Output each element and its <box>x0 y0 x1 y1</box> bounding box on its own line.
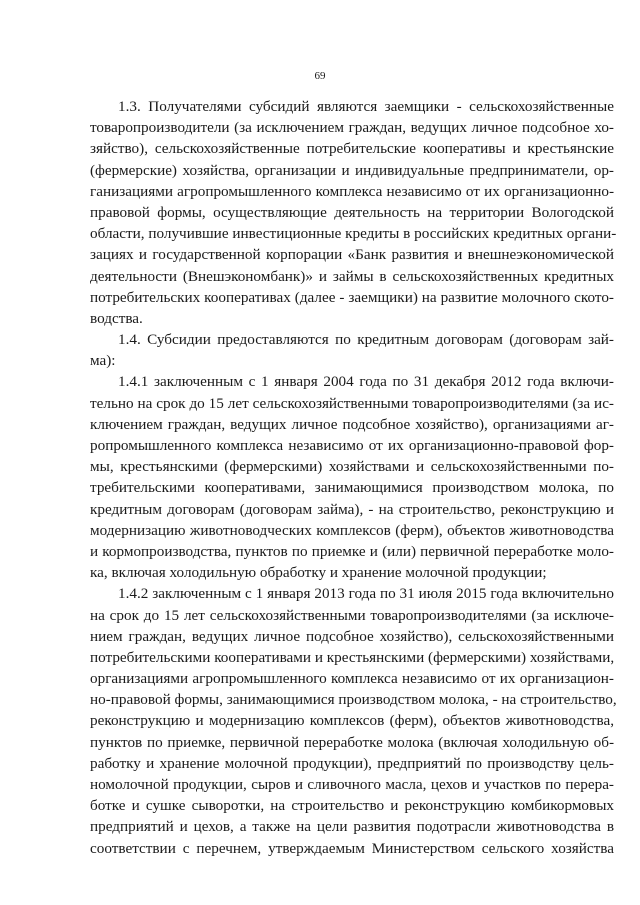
text-line: модернизацию животноводческих комплексов (ферм), объектов животноводства <box>90 521 614 539</box>
text-line: нием граждан, ведущих личное подсобное хозяйство), сельскохозяйственными <box>90 627 614 645</box>
text-line: 1.4.1 заключенным с 1 января 2004 года по 31 декабря 2012 года включи- <box>118 373 614 391</box>
text-line: зяйство), сельскохозяйственные потребительские кооперативы и крестьянские <box>90 140 614 158</box>
text-line: но-правовой формы, занимающимися производством молока, - на строительство, <box>90 691 617 709</box>
text-line: ганизациями агропромышленного комплекса независимо от их организационно- <box>90 182 614 200</box>
text-line: правовой формы, осуществляющие деятельность на территории Вологодской <box>90 203 614 221</box>
text-line: потребительскими кооперативами и крестьянскими (фермерскими) хозяйствами, <box>90 648 615 666</box>
text-line: тельно на срок до 15 лет сельскохозяйственными товаропроизводителями (за ис- <box>90 394 614 412</box>
text-line: ботке и сушке сыворотки, на строительство и реконструкцию комбикормовых <box>90 797 614 815</box>
text-line: пунктов по приемке, первичной переработке молока (включая холодильную об- <box>90 733 614 751</box>
text-line: на срок до 15 лет сельскохозяйственными товаропроизводителями (за исключе- <box>90 606 614 624</box>
text-line: мы, крестьянскими (фермерскими) хозяйствами и сельскохозяйственными по- <box>90 458 614 476</box>
text-line: 1.4. Субсидии предоставляются по кредитным договорам (договорам зай- <box>118 331 614 349</box>
text-line: предприятий и цехов, а также на цели развития подотрасли животноводства в <box>90 818 614 836</box>
text-line: номолочной продукции, сыров и сливочного масла, цехов и участков по перера- <box>90 776 614 793</box>
text-line: ключением граждан, ведущих личное подсобное хозяйство), организациями аг- <box>90 415 614 433</box>
page-number: 69 <box>314 70 326 82</box>
text-line: (фермерские) хозяйства, организации и индивидуальные предприниматели, ор- <box>90 161 614 179</box>
text-line: 1.4.2 заключенным с 1 января 2013 года по 31 июля 2015 года включительно <box>118 585 614 603</box>
text-line: зациях и государственной корпорации «Банк развития и внешнеэкономической <box>90 246 614 264</box>
text-line: ма): <box>90 352 116 370</box>
text-line: работку и хранение молочной продукции), предприятий по производству цель- <box>90 754 614 772</box>
text-line: товаропроизводители (за исключением граждан, ведущих личное подсобное хо- <box>90 119 614 137</box>
text-line: организациями агропромышленного комплекса независимо от их организацион- <box>90 670 614 688</box>
paragraph-1-4-1 <box>90 371 614 583</box>
text-line: требительскими кооперативами, занимающимися производством молока, по <box>90 479 614 497</box>
text-line: реконструкцию и модернизацию комплексов (ферм), объектов животноводства, <box>90 712 614 730</box>
text-line: и кормопроизводства, пунктов по приемке и (или) первичной переработке моло- <box>90 542 614 560</box>
text-line: деятельности (Внешэкономбанк)» и займы в сельскохозяйственных кредитных <box>90 267 614 285</box>
text-line: 1.3. Получателями субсидий являются заемщики - сельскохозяйственные <box>118 98 614 115</box>
text-line: ка, включая холодильную обработку и хранение молочной продукции; <box>90 564 547 582</box>
paragraph-1-4 <box>90 329 614 371</box>
text-line: кредитным договорам (договорам займа), - на строительство, реконструкцию и <box>90 500 614 518</box>
paragraph-1-4-2 <box>90 583 617 858</box>
paragraph-1-3 <box>90 96 617 329</box>
text-line: ропромышленного комплекса независимо от их организационно-правовой фор- <box>90 437 614 454</box>
text-line: водства. <box>90 309 143 327</box>
document-body <box>90 96 617 859</box>
text-line: соответствии с перечнем, утверждаемым Министерством сельского хозяйства <box>90 839 614 857</box>
text-line: потребительских кооперативах (далее - заемщики) на развитие молочного ското- <box>90 288 614 306</box>
text-line: области, получившие инвестиционные кредиты в российских кредитных органи- <box>90 225 617 243</box>
